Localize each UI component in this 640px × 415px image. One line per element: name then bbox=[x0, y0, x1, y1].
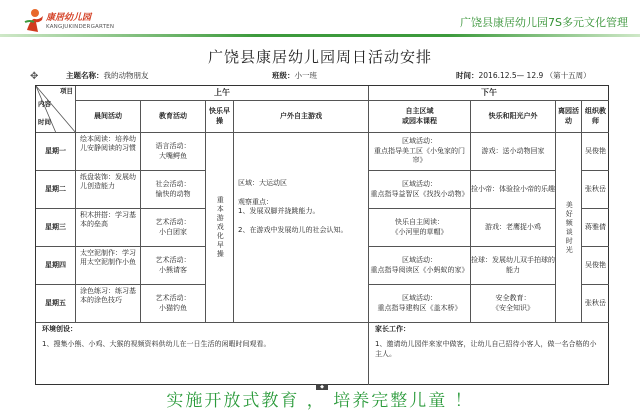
teacher-name: 吴俊艳 bbox=[582, 247, 609, 285]
leave-merged-cell bbox=[556, 133, 582, 323]
logo-chinese-name: 康居幼儿园 bbox=[46, 13, 92, 23]
col-header-edu: 教育活动 bbox=[141, 101, 206, 133]
col-header-outdoor: 户外自主游戏 bbox=[234, 101, 369, 133]
logo-child-icon bbox=[22, 8, 46, 34]
area-activity: 区域活动： 重点指导美工区《小兔家的门帘》 bbox=[369, 133, 471, 171]
edu-activity: 艺术活动： 小白团家 bbox=[141, 209, 206, 247]
class-value: 小一班 bbox=[294, 71, 317, 80]
footer-slogan: 实施开放式教育 ， 培养完整儿童 ！ bbox=[166, 391, 474, 411]
scroll-handle-icon[interactable]: ◆ bbox=[316, 384, 328, 390]
teacher-name: 吴俊艳 bbox=[582, 133, 609, 171]
sun-activity: 游戏：老鹰捉小鸡 bbox=[471, 209, 556, 247]
teacher-name: 张秋岳 bbox=[582, 285, 609, 323]
time-field bbox=[456, 70, 591, 81]
teacher-name: 张秋岳 bbox=[582, 171, 609, 209]
day-label: 星期二 bbox=[36, 171, 76, 209]
outdoor-merged-cell: 区域：大运动区 观察重点： 1、发展双脚并拢跳能力。 2、在游戏中发展幼儿的社会认知。 bbox=[234, 133, 369, 323]
leave-merged-text: 美好频谈时光 bbox=[565, 200, 574, 255]
day-label: 星期一 bbox=[36, 133, 76, 171]
col-header-leave: 离园活动 bbox=[556, 101, 582, 133]
edu-activity: 艺术活动： 小猫钓鱼 bbox=[141, 285, 206, 323]
morning-activity: 纸盘装饰：发展幼儿创造能力 bbox=[76, 171, 141, 209]
col-header-area: 自主区域 或园本课程 bbox=[369, 101, 471, 133]
snack-merged-text: 重本游戏化早操 bbox=[216, 196, 225, 259]
brand-title: 广饶县康居幼儿园7S多元文化管理 bbox=[460, 16, 628, 29]
edu-activity: 艺术活动： 小熊请客 bbox=[141, 247, 206, 285]
schedule-table bbox=[35, 85, 609, 385]
am-header: 上午 bbox=[76, 86, 369, 101]
col-header-teacher: 组织教师 bbox=[582, 101, 609, 133]
theme-label: 主题名称： bbox=[66, 71, 104, 80]
class-field bbox=[272, 70, 317, 81]
morning-activity: 涂色练习：练习基本的涂色技巧 bbox=[76, 285, 141, 323]
col-header-sun: 快乐和阳光户外 bbox=[471, 101, 556, 133]
col-header-morning: 晨间活动 bbox=[76, 101, 141, 133]
logo-english-name: KANGJUKINDERGARTEN bbox=[46, 24, 115, 30]
morning-activity: 积木拼搭：学习基本的垒高 bbox=[76, 209, 141, 247]
day-label: 星期四 bbox=[36, 247, 76, 285]
area-activity: 区域活动： 重点指导阅读区《小蚂蚁的家》 bbox=[369, 247, 471, 285]
teacher-name: 蒋雅倩 bbox=[582, 209, 609, 247]
environment-cell bbox=[36, 323, 369, 385]
morning-activity: 绘本阅读：培养幼儿安静阅读的习惯 bbox=[76, 133, 141, 171]
snack-merged-cell bbox=[206, 133, 234, 323]
edu-activity: 语言活动： 大嘴鳄鱼 bbox=[141, 133, 206, 171]
environment-text: 1、搜集小熊、小鸡、大猴的视频资料供幼儿在一日生活的闲暇时间观看。 bbox=[42, 340, 271, 349]
page-title: 广饶县康居幼儿园周日活动安排 bbox=[207, 48, 432, 66]
parent-work-text: 1、邀请幼儿园伴来家中做客，让幼儿自己招待小客人，做一名合格的小主人。 bbox=[375, 340, 597, 358]
time-value: 2016.12.5— 12.9 （第十五周） bbox=[478, 71, 591, 80]
area-activity: 快乐自主阅读： 《小河里的草帽》 bbox=[369, 209, 471, 247]
environment-label: 环境创设： bbox=[42, 325, 77, 333]
theme-value: 我的动物朋友 bbox=[103, 71, 149, 80]
table-move-handle-icon[interactable]: ✥ bbox=[30, 71, 39, 82]
area-activity: 区域活动： 重点指导建构区《盖木桥》 bbox=[369, 285, 471, 323]
sun-activity: 捡球：发展幼儿双手拍球的能力 bbox=[471, 247, 556, 285]
parent-work-cell bbox=[369, 323, 609, 385]
parent-work-label: 家长工作： bbox=[375, 325, 410, 333]
area-activity: 区域活动： 重点指导益智区《找找小动物》 bbox=[369, 171, 471, 209]
kindergarten-logo bbox=[22, 8, 115, 36]
col-header-snack: 快乐早操 bbox=[206, 101, 234, 133]
class-label: 班级： bbox=[272, 71, 295, 80]
time-label: 时间： bbox=[456, 71, 479, 80]
morning-activity: 太空泥制作：学习用太空泥制作小鱼 bbox=[76, 247, 141, 285]
corner-label-project: 项目 bbox=[60, 87, 73, 95]
header-divider bbox=[0, 34, 640, 37]
sun-activity: 安全教育： 《安全知识》 bbox=[471, 285, 556, 323]
pm-header: 下午 bbox=[369, 86, 609, 101]
corner-header bbox=[36, 86, 76, 133]
sun-activity: 捡小帝：体验捡小帝的乐趣 bbox=[471, 171, 556, 209]
sun-activity: 游戏：送小动物回家 bbox=[471, 133, 556, 171]
theme-field bbox=[66, 70, 149, 81]
day-label: 星期三 bbox=[36, 209, 76, 247]
corner-label-time: 时间 bbox=[38, 118, 51, 126]
edu-activity: 社会活动： 愉快的动物 bbox=[141, 171, 206, 209]
corner-label-content: 内容 bbox=[38, 100, 51, 108]
day-label: 星期五 bbox=[36, 285, 76, 323]
